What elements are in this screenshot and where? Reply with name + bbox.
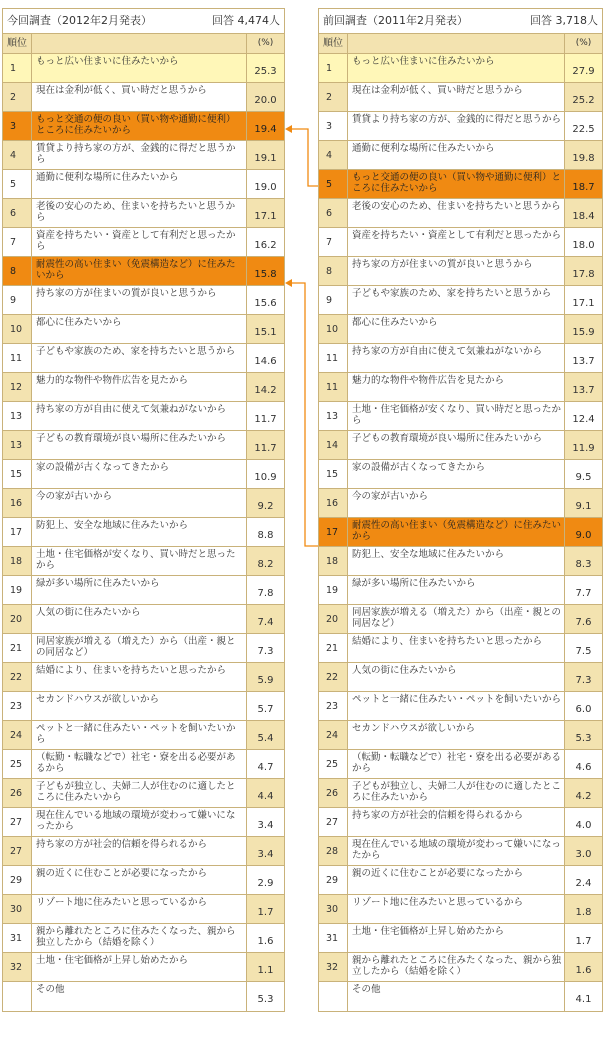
percent-cell: 4.2 — [565, 779, 602, 807]
percent-cell: 11.7 — [254, 413, 277, 425]
percent-cell: 4.4 — [247, 779, 284, 807]
rank-cell: 8 — [3, 257, 32, 285]
percent-cell: 19.1 — [247, 141, 284, 169]
rank-cell: 5 — [319, 170, 348, 198]
rank-cell: 6 — [3, 199, 32, 227]
percent-cell: 7.8 — [257, 587, 274, 599]
rank-cell: 13 — [3, 402, 32, 430]
percent-cell: 5.3 — [565, 721, 602, 749]
reason-cell: もっと広い住まいに住みたいから — [348, 54, 565, 82]
rank-cell: 10 — [319, 315, 348, 343]
reason-cell: 魅力的な物件や物件広告を見たから — [348, 373, 565, 401]
reason-cell: 結婚により、住まいを持ちたいと思ったから — [348, 634, 565, 662]
percent-cell: 1.6 — [257, 935, 274, 947]
rank-cell: 16 — [319, 489, 348, 517]
percent-cell: 4.7 — [257, 761, 274, 773]
reason-cell: 老後の安心のため、住まいを持ちたいと思うから — [32, 199, 247, 227]
rank-cell: 17 — [319, 518, 348, 546]
reason-cell: 人気の街に住みたいから — [348, 663, 565, 691]
reason-cell: 通勤に便利な場所に住みたいから — [32, 170, 247, 198]
rank-cell: 29 — [319, 866, 348, 894]
percent-cell: 7.3 — [257, 645, 274, 657]
reason-cell: 親から離れたところに住みたくなった、親から独立したから（結婚を除く） — [348, 953, 565, 981]
percent-cell: 1.6 — [565, 953, 602, 981]
rank-cell: 1 — [319, 54, 348, 82]
rank-cell: 3 — [3, 112, 32, 140]
current-survey-title: 今回調査（2012年2月発表） — [7, 14, 152, 27]
rank-cell: 16 — [3, 489, 32, 517]
reason-cell: 耐震性の高い住まい（免震構造など）に住みたいから — [348, 518, 565, 546]
percent-cell: 5.4 — [247, 721, 284, 749]
reason-cell: 子どもが独立し、夫婦二人が住むのに適したところに住みたいから — [32, 779, 247, 807]
reason-cell: 防犯上、安全な地域に住みたいから — [32, 518, 247, 546]
rank-cell: 31 — [319, 924, 348, 952]
percent-cell: 7.6 — [565, 605, 602, 633]
percent-cell: 8.8 — [257, 529, 274, 541]
percent-cell: 8.3 — [565, 547, 602, 575]
percent-cell: 4.6 — [575, 761, 592, 773]
rank-cell: 21 — [319, 634, 348, 662]
rank-cell: 24 — [319, 721, 348, 749]
rank-cell: 32 — [319, 953, 348, 981]
reason-cell: 親から離れたところに住みたくなった、親から独立したから（結婚を除く） — [32, 924, 247, 952]
reason-cell: 都心に住みたいから — [348, 315, 565, 343]
rank-cell: 19 — [319, 576, 348, 604]
rank-cell: 18 — [3, 547, 32, 575]
reason-cell: 土地・住宅価格が安くなり、買い時だと思ったから — [32, 547, 247, 575]
percent-cell: 18.4 — [565, 199, 602, 227]
reason-cell: 家の設備が古くなってきたから — [32, 460, 247, 488]
rank-cell: 9 — [319, 286, 348, 314]
percent-cell: 10.9 — [254, 471, 277, 483]
percent-cell: 1.7 — [247, 895, 284, 923]
rank-column-header: 順位 — [3, 34, 32, 53]
reason-cell: 緑が多い場所に住みたいから — [348, 576, 565, 604]
rank-cell: 27 — [3, 808, 32, 836]
rank-cell: 5 — [3, 170, 32, 198]
rank-column-header: 順位 — [319, 34, 348, 53]
percent-cell: 3.0 — [565, 837, 602, 865]
reason-cell: もっと広い住まいに住みたいから — [32, 54, 247, 82]
rank-cell: 4 — [319, 141, 348, 169]
rank-cell: 31 — [3, 924, 32, 952]
arrow-rank-3-head — [285, 125, 292, 133]
percent-cell: 19.8 — [565, 141, 602, 169]
rank-cell: 10 — [3, 315, 32, 343]
reason-cell: 魅力的な物件や物件広告を見たから — [32, 373, 247, 401]
reason-cell: 今の家が古いから — [32, 489, 247, 517]
percent-cell: 3.4 — [247, 837, 284, 865]
reason-cell: 賃貸より持ち家の方が、金銭的に得だと思うから — [348, 112, 565, 140]
reason-cell: ペットと一緒に住みたい・ペットを飼いたいから — [32, 721, 247, 749]
rank-cell: 27 — [319, 808, 348, 836]
reason-cell: その他 — [348, 982, 565, 1011]
reason-cell: リゾート地に住みたいと思っているから — [348, 895, 565, 923]
rank-cell: 18 — [319, 547, 348, 575]
previous-survey-respondents: 回答 3,718人 — [530, 14, 598, 27]
reason-cell: 今の家が古いから — [348, 489, 565, 517]
rank-cell: 25 — [3, 750, 32, 778]
percent-cell: 1.1 — [247, 953, 284, 981]
percent-cell: 4.0 — [575, 819, 592, 831]
reason-cell: 持ち家の方が住まいの質が良いと思うから — [32, 286, 247, 314]
rank-cell: 17 — [3, 518, 32, 546]
percent-cell: 7.5 — [575, 645, 592, 657]
reason-cell: 通勤に便利な場所に住みたいから — [348, 141, 565, 169]
rank-cell: 23 — [3, 692, 32, 720]
rank-cell: 12 — [3, 373, 32, 401]
reason-cell: 土地・住宅価格が上昇し始めたから — [32, 953, 247, 981]
percent-cell: 2.9 — [257, 877, 274, 889]
rank-cell: 11 — [319, 373, 348, 401]
rank-cell: 20 — [3, 605, 32, 633]
rank-cell: 13 — [319, 402, 348, 430]
reason-cell: セカンドハウスが欲しいから — [348, 721, 565, 749]
percent-cell: 16.2 — [254, 239, 277, 251]
reason-cell: 土地・住宅価格が上昇し始めたから — [348, 924, 565, 952]
reason-cell: 緑が多い場所に住みたいから — [32, 576, 247, 604]
percent-cell: 11.9 — [565, 431, 602, 459]
rank-cell: 24 — [3, 721, 32, 749]
percent-cell: 5.7 — [257, 703, 274, 715]
arrow-rank-3-connector — [289, 129, 318, 186]
percent-cell: 2.4 — [575, 877, 592, 889]
rank-cell: 6 — [319, 199, 348, 227]
percent-cell: 9.2 — [247, 489, 284, 517]
rank-cell: 30 — [319, 895, 348, 923]
reason-cell: 現在住んでいる地域の環境が変わって嫌いになったから — [32, 808, 247, 836]
reason-cell: もっと交通の便の良い（買い物や通勤に便利）ところに住みたいから — [32, 112, 247, 140]
percent-cell: 1.7 — [575, 935, 592, 947]
rank-cell: 15 — [319, 460, 348, 488]
percent-cell: 18.7 — [565, 170, 602, 198]
reason-cell: 人気の街に住みたいから — [32, 605, 247, 633]
rank-cell: 30 — [3, 895, 32, 923]
reason-cell: リゾート地に住みたいと思っているから — [32, 895, 247, 923]
rank-cell: 1 — [3, 54, 32, 82]
rank-cell: 22 — [319, 663, 348, 691]
reason-cell: 結婚により、住まいを持ちたいと思ったから — [32, 663, 247, 691]
rank-cell: 11 — [319, 344, 348, 372]
rank-cell: 25 — [319, 750, 348, 778]
reason-cell: （転勤・転職などで）社宅・寮を出る必要があるから — [348, 750, 565, 778]
percent-cell: 13.7 — [565, 373, 602, 401]
rank-cell: 21 — [3, 634, 32, 662]
percent-cell: 7.4 — [247, 605, 284, 633]
reason-cell: 現在住んでいる地域の環境が変わって嫌いになったから — [348, 837, 565, 865]
percent-cell: 17.1 — [572, 297, 595, 309]
rank-cell: 28 — [319, 837, 348, 865]
percent-cell: 27.9 — [565, 54, 602, 82]
percent-cell: 4.1 — [575, 994, 592, 1005]
reason-cell: 耐震性の高い住まい（免震構造など）に住みたいから — [32, 257, 247, 285]
rank-cell: 19 — [3, 576, 32, 604]
reason-cell: 都心に住みたいから — [32, 315, 247, 343]
current-survey-respondents: 回答 4,474人 — [212, 14, 280, 27]
reason-cell: 同居家族が増える（増えた）から（出産・親との同居など） — [348, 605, 565, 633]
rank-cell: 23 — [319, 692, 348, 720]
rank-cell: 13 — [3, 431, 32, 459]
percent-cell: 9.1 — [565, 489, 602, 517]
reason-cell: 家の設備が古くなってきたから — [348, 460, 565, 488]
percent-cell: 15.8 — [247, 257, 284, 285]
percent-cell: 6.0 — [575, 703, 592, 715]
percent-cell: 11.7 — [247, 431, 284, 459]
rank-cell: 3 — [319, 112, 348, 140]
rank-cell: 2 — [319, 83, 348, 111]
reason-cell: 持ち家の方が自由に使えて気兼ねがないから — [348, 344, 565, 372]
reason-cell: （転勤・転職などで）社宅・寮を出る必要があるから — [32, 750, 247, 778]
percent-cell: 15.1 — [247, 315, 284, 343]
percent-cell: 5.3 — [257, 994, 274, 1005]
rank-cell: 26 — [319, 779, 348, 807]
rank-cell: 14 — [319, 431, 348, 459]
reason-cell: 現在は金利が低く、買い時だと思うから — [32, 83, 247, 111]
reason-cell: 賃貸より持ち家の方が、金銭的に得だと思うから — [32, 141, 247, 169]
percent-cell: 17.8 — [565, 257, 602, 285]
reason-cell: 防犯上、安全な地域に住みたいから — [348, 547, 565, 575]
reason-cell: ペットと一緒に住みたい・ペットを飼いたいから — [348, 692, 565, 720]
percent-cell: 15.6 — [254, 297, 277, 309]
reason-cell: 老後の安心のため、住まいを持ちたいと思うから — [348, 199, 565, 227]
rank-cell: 7 — [319, 228, 348, 256]
rank-cell: 8 — [319, 257, 348, 285]
rank-cell: 22 — [3, 663, 32, 691]
reason-cell: 資産を持ちたい・資産として有利だと思ったから — [348, 228, 565, 256]
percent-cell: 25.2 — [565, 83, 602, 111]
percent-cell: 14.2 — [247, 373, 284, 401]
reason-cell: 子どもや家族のため、家を持ちたいと思うから — [32, 344, 247, 372]
reason-cell: 親の近くに住むことが必要になったから — [32, 866, 247, 894]
reason-cell: 土地・住宅価格が安くなり、買い時だと思ったから — [348, 402, 565, 430]
percent-cell: 20.0 — [247, 83, 284, 111]
percent-cell: 3.4 — [257, 819, 274, 831]
percent-cell: 7.7 — [575, 587, 592, 599]
reason-cell: 子どもの教育環境が良い場所に住みたいから — [32, 431, 247, 459]
reason-cell: 同居家族が増える（増えた）から（出産・親との同居など） — [32, 634, 247, 662]
rank-cell: 9 — [3, 286, 32, 314]
percent-cell: 1.8 — [565, 895, 602, 923]
rank-cell: 4 — [3, 141, 32, 169]
percent-cell: 12.4 — [572, 413, 595, 425]
arrow-rank-8-connector — [289, 283, 318, 546]
rank-cell: 26 — [3, 779, 32, 807]
reason-cell: 資産を持ちたい・資産として有利だと思ったから — [32, 228, 247, 256]
rank-cell: 2 — [3, 83, 32, 111]
rank-cell: 32 — [3, 953, 32, 981]
reason-cell: 子どもや家族のため、家を持ちたいと思うから — [348, 286, 565, 314]
percent-cell: 9.5 — [575, 471, 592, 483]
percent-cell: 18.0 — [572, 239, 595, 251]
percent-cell: 8.2 — [247, 547, 284, 575]
percent-cell: 17.1 — [247, 199, 284, 227]
percent-cell: 7.3 — [565, 663, 602, 691]
reason-cell: もっと交通の便の良い（買い物や通勤に便利）ところに住みたいから — [348, 170, 565, 198]
rank-cell: 15 — [3, 460, 32, 488]
reason-cell: 現在は金利が低く、買い時だと思うから — [348, 83, 565, 111]
percent-cell: 25.3 — [247, 54, 284, 82]
percent-cell: 14.6 — [254, 355, 277, 367]
percent-cell: 13.7 — [572, 355, 595, 367]
percent-column-header: (%) — [575, 38, 592, 48]
rank-cell: 7 — [3, 228, 32, 256]
rank-cell: 20 — [319, 605, 348, 633]
reason-cell: 持ち家の方が住まいの質が良いと思うから — [348, 257, 565, 285]
previous-survey-title: 前回調査（2011年2月発表） — [323, 14, 468, 27]
percent-cell: 9.0 — [565, 518, 602, 546]
reason-cell: 持ち家の方が自由に使えて気兼ねがないから — [32, 402, 247, 430]
percent-column-header: (%) — [257, 38, 274, 48]
percent-cell: 15.9 — [565, 315, 602, 343]
reason-cell: 子どもが独立し、夫婦二人が住むのに適したところに住みたいから — [348, 779, 565, 807]
percent-cell: 19.4 — [247, 112, 284, 140]
reason-cell: セカンドハウスが欲しいから — [32, 692, 247, 720]
percent-cell: 22.5 — [572, 123, 595, 135]
rank-cell: 29 — [3, 866, 32, 894]
reason-cell: 持ち家の方が社会的信頼を得られるから — [32, 837, 247, 865]
percent-cell: 19.0 — [254, 181, 277, 193]
reason-cell: 持ち家の方が社会的信頼を得られるから — [348, 808, 565, 836]
reason-cell: その他 — [32, 982, 247, 1011]
rank-cell: 27 — [3, 837, 32, 865]
reason-cell: 子どもの教育環境が良い場所に住みたいから — [348, 431, 565, 459]
rank-cell: 11 — [3, 344, 32, 372]
reason-cell: 親の近くに住むことが必要になったから — [348, 866, 565, 894]
percent-cell: 5.9 — [247, 663, 284, 691]
arrow-rank-8-head — [285, 279, 292, 287]
